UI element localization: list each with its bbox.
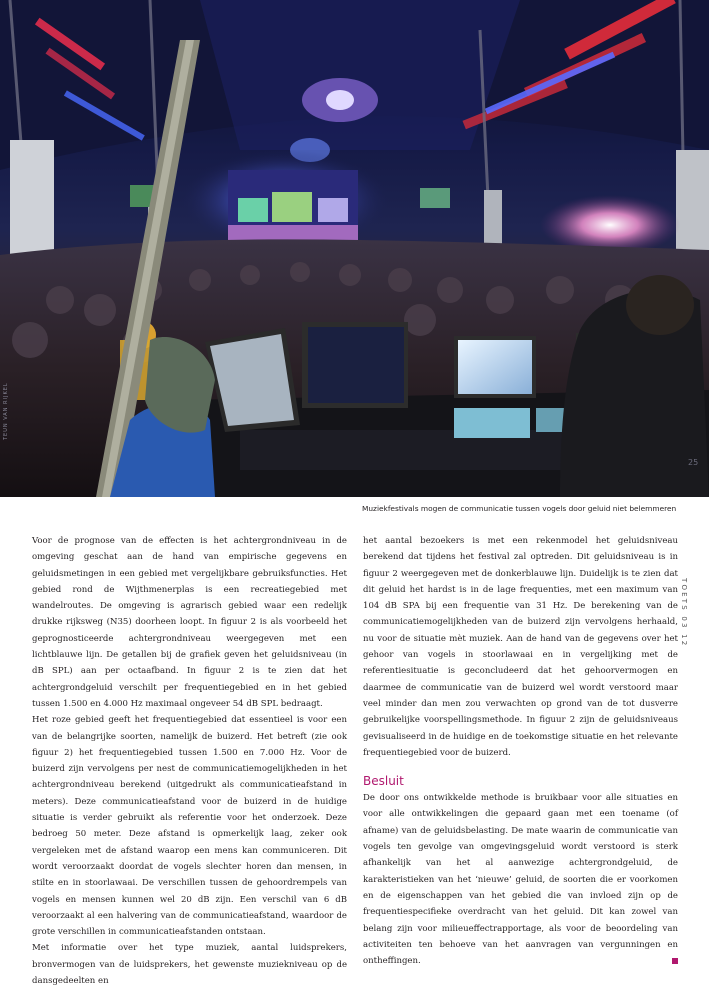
section-body: De door ons ontwikkelde methode is bruikbaar voor alle situaties en voor alle ontwikkelingen die gepaard gaan met een toename (of afname) van de geluidsbelasting. De mate waarin de communicatie van vogels ten gevolge van omgevingsgeluid wordt verstoord is sterk afhankelijk van het al aanwezige achtergrondgeluid, de karakteristieken van het ‘nieuwe’ geluid, de soorten die er voorkomen en de eigenschappen van het gebied die van invloed zijn op de frequentiespecifieke overdracht van het geluid. Dit kan zowel van belang zijn voor milieueffectrapportage, als voor de beoordeling van activiteiten ten behoeve van het aanvragen van vergunningen en ontheffingen. (363, 793, 678, 967)
paragraph: het aantal bezoekers is met een rekenmodel het geluidsniveau berekend dat tijdens het festival zal optreden. Dit geluidsniveau is in figuur 2 weergegeven met de donkerblauwe lijn. Duidelijk is te zien dat dit geluid het hardst is in de lage frequenties, met een maximum van 104 dB SPA bij een frequentie van 31 Hz. De berekening van de communicatiemogelijkheden van de buizerd zijn vervolgens herhaald, nu voor de situatie mèt muziek. Aan de hand van de gegevens over het gehoor van vogels in stoorlawaai en in vergelijking met de referentiesituatie is geconcludeerd dat het gehoorvermogen en daarmee de communicatie van de buizerd wel wordt verstoord maar veel minder dan men zou verwachten op grond van de tot dusverre gebruikelijke voorspellingsmethode. In figuur 2 zijn de geluidsniveaus gevisualiseerd in de huidige en de toekomstige situatie en het relevante frequentiegebied voor de buizerd. (363, 536, 678, 758)
section-heading: Besluit (363, 774, 404, 789)
text-column-left (32, 533, 347, 989)
running-head: TOETS 03 12 (680, 578, 688, 648)
photo-caption: Muziekfestivals mogen de communicatie tussen vogels door geluid niet belemmeren (362, 504, 677, 513)
photo-credit: TEUN VAN RIJKEL (3, 382, 9, 440)
paragraph: Met informatie over het type muziek, aantal luidsprekers, bronvermogen van de luidsprekers, het gewenste muziekniveau op de dansgedeelten en (32, 943, 347, 987)
text-column-right (363, 533, 678, 969)
end-mark-icon (672, 958, 678, 964)
paragraph: Voor de prognose van de effecten is het achtergrondniveau in de omgeving geschat aan de hand van empirische gegevens en geluidsmetingen in een gebied met vergelijkbare gebruiksfuncties. Het gebied rond de Wijthmenerplas is een recreatiegebied met wandelroutes. De omgeving is agrarisch gebied waar een redelijk drukke rijksweg (N35) doorheen loopt. In figuur 2 is als voorbeeld het geprognosticeerde achtergrondniveau weergegeven met een lichtblauwe lijn. De getallen bij de grafiek geven het geluidsniveau (in dB SPL) aan per octaafband. In figuur 2 is te zien dat het achtergrondgeluid verschilt per frequentiegebied en in het gebied tussen 1.500 en 4.000 Hz maximaal ongeveer 54 dB SPL bedraagt. (32, 536, 347, 709)
paragraph: Het roze gebied geeft het frequentiegebied dat essentieel is voor een van de belangrijke soorten, namelijk de buizerd. Het betreft (zie ook figuur 2) het frequentiegebied tussen 1.500 en 7.000 Hz. Voor de buizerd zijn vervolgens per nest de communicatiemogelijkheden in het achtergrondniveau berekend (uitgedrukt als communicatieafstand in meters). Deze communicatieafstand voor de buizerd in de huidige situatie is verder gebruikt als referentie voor het onderzoek. Deze bedroeg 50 meter. Deze afstand is opmerkelijk laag, zeker ook vergeleken met de afstand waarop een mens kan communiceren. Dit wordt veroorzaakt doordat de vogels slechter horen dan mensen, in stilte en in stoorlawaai. De verschillen tussen de gehoordrempels van vogels en mensen kunnen wel 20 dB zijn. Een verschil van 6 dB veroorzaakt al een halvering van de communicatieafstand, waardoor de grote verschillen in communicatieafstanden ontstaan. (32, 715, 347, 938)
page-number: 25 (688, 458, 699, 467)
paragraph (363, 790, 678, 969)
